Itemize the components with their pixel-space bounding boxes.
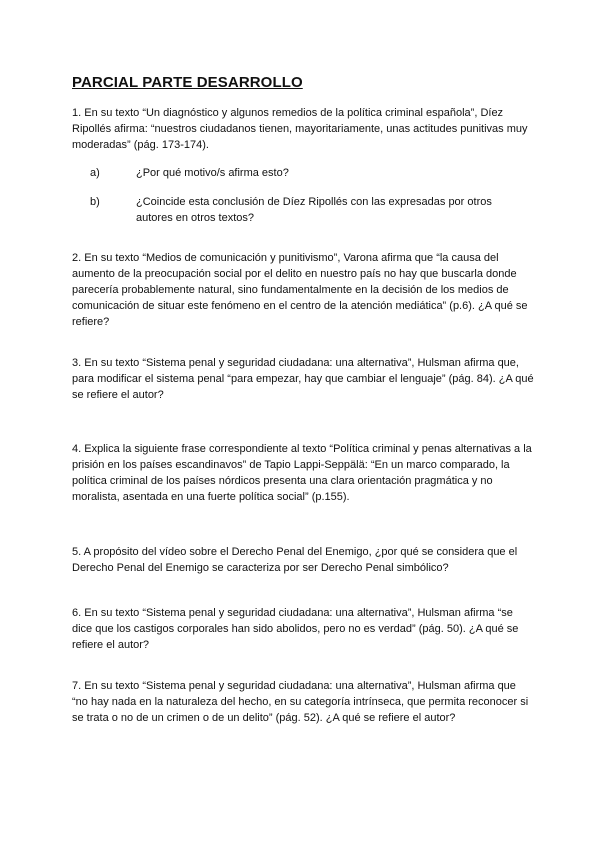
question-5: 5. A propósito del vídeo sobre el Derecho Penal del Enemigo, ¿por qué se considera que el Derecho Penal del Enemigo se caracteriza por ser Derecho Penal simbólico?: [72, 546, 518, 574]
question-1-subitem-b: [90, 194, 530, 226]
question-1: 1. En su texto “Un diagnóstico y algunos remedios de la política criminal española”, Díez Ripollés afirma: “nuestros ciudadanos tienen, mayoritariamente, unas actitudes punitivas muy moderadas” (pág. 173-174).: [72, 107, 528, 151]
question-7: 7. En su texto “Sistema penal y seguridad ciudadana: una alternativa”, Hulsman afirma que “no hay nada en la naturaleza del hecho, en su categoría intrínseca, que permita reconocer si se trata o no de un crimen o de un delito” (pág. 52). ¿A qué se refiere el autor?: [72, 680, 529, 724]
question-6: 6. En su texto “Sistema penal y seguridad ciudadana: una alternativa”, Hulsman afirma “se dice que los castigos corporales han sido abolidos, pero no es verdad” (pág. 50). ¿A qué se refiere el autor?: [72, 607, 519, 651]
page-title: PARCIAL PARTE DESARROLLO: [72, 74, 303, 91]
subitem-text: ¿Por qué motivo/s afirma esto?: [136, 167, 289, 179]
question-4: 4. Explica la siguiente frase correspondiente al texto “Política criminal y penas alternativas a la prisión en los países escandinavos” de Tapio Lappi-Seppälä: “En un marco comparado, la política criminal de los países nórdicos presenta una clara orientación pragmática y no moralista, asentada en una fuerte política social” (p.155).: [72, 443, 532, 503]
subitem-marker: a): [90, 167, 100, 179]
question-3: 3. En su texto “Sistema penal y seguridad ciudadana: una alternativa”, Hulsman afirma que, para modificar el sistema penal “para empezar, hay que cambiar el lenguaje” (pág. 84). ¿A qué se refiere el autor?: [72, 357, 534, 401]
subitem-text: ¿Coincide esta conclusión de Díez Ripollés con las expresadas por otros autores en otros textos?: [136, 196, 492, 224]
question-2: 2. En su texto “Medios de comunicación y punitivismo”, Varona afirma que “la causa del aumento de la preocupación social por el delito en nuestro país no hay que buscarla donde parecería probablemente natural, sino fundamentalmente en la decisión de los medios de comunicación de situar este fenómeno en el centro de la atención mediática” (p.6). ¿A qué se refiere?: [72, 252, 528, 328]
question-1-subitem-a: [90, 165, 530, 181]
subitem-marker: b): [90, 196, 100, 208]
